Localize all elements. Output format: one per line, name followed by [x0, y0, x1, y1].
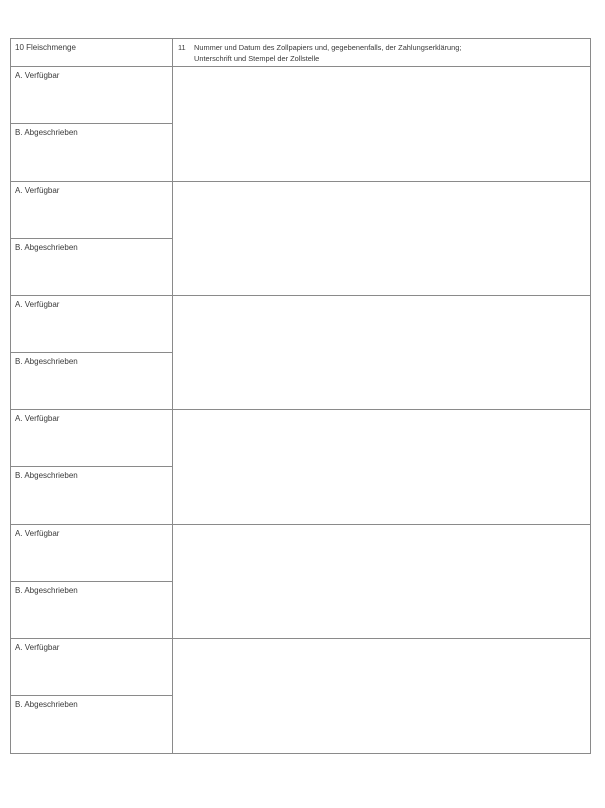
entry-block-1 [11, 67, 590, 182]
available-field[interactable]: A. Verfügbar [11, 639, 172, 696]
field-11-text: Nummer und Datum des Zollpapiers und, gegebenenfalls, der Zahlungserklärung; [194, 43, 462, 52]
written-off-field[interactable]: B. Abgeschrieben [15, 357, 78, 366]
customs-stamp-area[interactable] [173, 296, 590, 409]
quantity-cell [11, 525, 173, 638]
field-11-number: 11 [178, 43, 186, 52]
customs-stamp-area[interactable] [173, 410, 590, 524]
written-off-field[interactable]: B. Abgeschrieben [15, 243, 78, 252]
quantity-cell [11, 639, 173, 753]
written-off-field[interactable]: B. Abgeschrieben [15, 586, 78, 595]
quantity-cell [11, 182, 173, 295]
available-field[interactable]: A. Verfügbar [11, 410, 172, 467]
field-11-line1 [178, 42, 590, 53]
customs-stamp-area[interactable] [173, 525, 590, 638]
field-11-header [173, 39, 590, 66]
entry-block-2 [11, 182, 590, 296]
written-off-field[interactable]: B. Abgeschrieben [15, 471, 78, 480]
form-header-row [11, 39, 590, 67]
customs-stamp-area[interactable] [173, 639, 590, 753]
entry-block-5 [11, 525, 590, 639]
quantity-cell [11, 410, 173, 524]
available-field[interactable]: A. Verfügbar [11, 67, 172, 124]
available-field[interactable]: A. Verfügbar [11, 182, 172, 239]
customs-stamp-area[interactable] [173, 67, 590, 181]
customs-stamp-area[interactable] [173, 182, 590, 295]
entry-block-6 [11, 639, 590, 753]
available-field[interactable]: A. Verfügbar [11, 296, 172, 353]
entry-block-4 [11, 410, 590, 525]
meat-quantity-form [10, 38, 591, 754]
available-field[interactable]: A. Verfügbar [11, 525, 172, 582]
quantity-cell [11, 67, 173, 181]
written-off-field[interactable]: B. Abgeschrieben [15, 700, 78, 709]
field-11-line2: Unterschrift und Stempel der Zollstelle [194, 54, 320, 63]
entry-block-3 [11, 296, 590, 410]
written-off-field[interactable]: B. Abgeschrieben [15, 128, 78, 137]
field-10-header: 10 Fleischmenge [11, 39, 173, 66]
quantity-cell [11, 296, 173, 409]
